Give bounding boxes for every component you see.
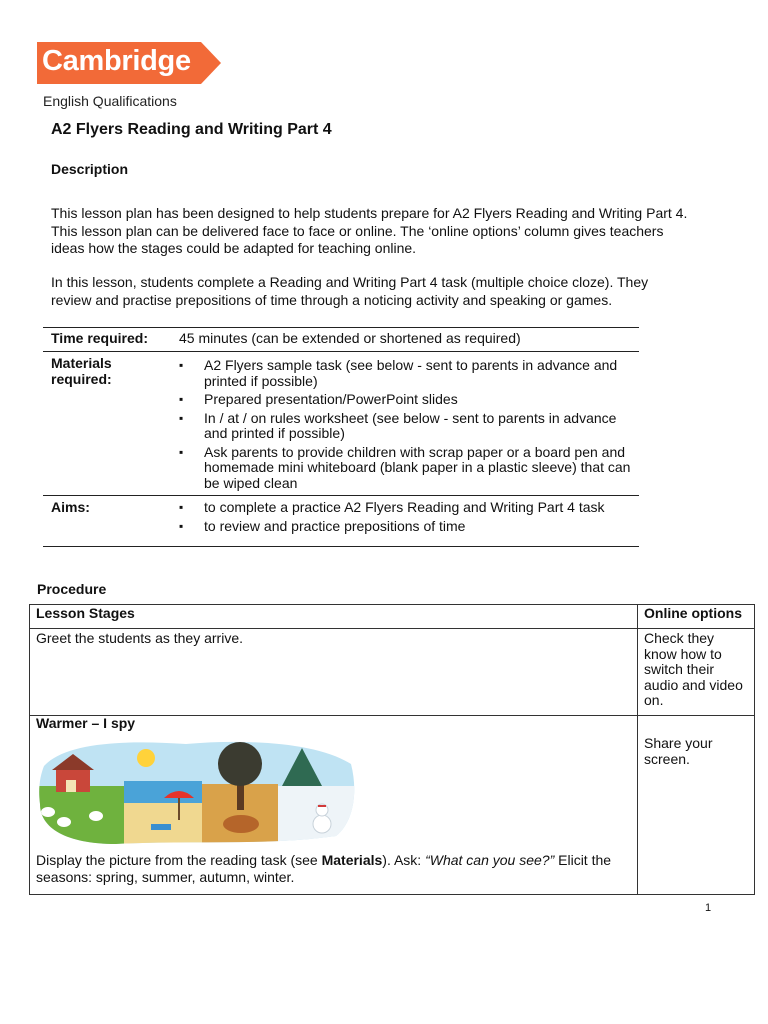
aims-row [43,496,639,547]
lesson-info-table [43,327,639,547]
page-number: 1 [705,902,712,914]
stage-title-warmer: Warmer – I spy [36,715,136,731]
instructions-bold: Materials [321,851,383,868]
stage-warmer-instructions [36,852,631,886]
online-warmer: Share your screen. [638,716,755,895]
time-label: Time required: [51,330,148,346]
header-lesson-stages: Lesson Stages [30,605,638,629]
table-row [30,629,755,716]
materials-label: Materials required: [43,352,169,496]
seasons-picture [36,736,358,846]
instructions-text: ). Ask: [382,851,426,868]
materials-item: ▪ Prepared presentation/PowerPoint slides [179,392,639,408]
time-value: 45 minutes (can be extended or shortened as required) [179,330,521,346]
procedure-table [29,604,755,895]
procedure-heading: Procedure [37,581,107,597]
online-greeting: Check they know how to switch their audio and video on. [638,629,755,716]
instructions-quote: “What can you see?” [425,851,555,868]
logo-brand: Cambridge [42,45,191,77]
page-title: A2 Flyers Reading and Writing Part 4 [51,121,332,138]
header-online-options: Online options [638,605,755,629]
description-heading: Description [51,161,129,177]
time-row [43,328,639,352]
stage-greeting: Greet the students as they arrive. [30,629,638,716]
aims-label: Aims: [43,496,169,547]
table-row [30,716,755,895]
instructions-text: Elicit the seasons: spring, summer, autumn, winter. [36,851,612,885]
materials-item: ▪ A2 Flyers sample task (see below - sent to parents in advance and printed if possible) [179,358,639,389]
description-paragraph-1: This lesson plan has been designed to help students prepare for A2 Flyers Reading and Writing Part 4. This lesson plan can be delivered face to face or online. The ‘online options’ column gives teachers ideas how the stages could be adapted for teaching online. [51,205,688,256]
materials-row [43,352,639,496]
materials-item: ▪ Ask parents to provide children with scrap paper or a board pen and homemade mini whiteboard (blank paper in a plastic sleeve) that can be wiped clean [179,445,639,492]
description-paragraph-2: In this lesson, students complete a Reading and Writing Part 4 task (multiple choice cloze). They review and practise prepositions of time through a noticing activity and speaking or games. [51,274,649,308]
materials-list [179,358,639,491]
logo-subtitle: English Qualifications [43,93,177,109]
procedure-header-row [30,605,755,629]
logo-banner [37,42,223,84]
aims-list [179,500,639,534]
materials-item: ▪ In / at / on rules worksheet (see below - sent to parents in advance and printed if possible) [179,411,639,442]
instructions-text: Display the picture from the reading task (see [36,851,322,868]
aims-item: ▪ to complete a practice A2 Flyers Reading and Writing Part 4 task [179,500,639,516]
aims-item: ▪ to review and practice prepositions of time [179,519,639,535]
cambridge-logo [37,42,227,112]
